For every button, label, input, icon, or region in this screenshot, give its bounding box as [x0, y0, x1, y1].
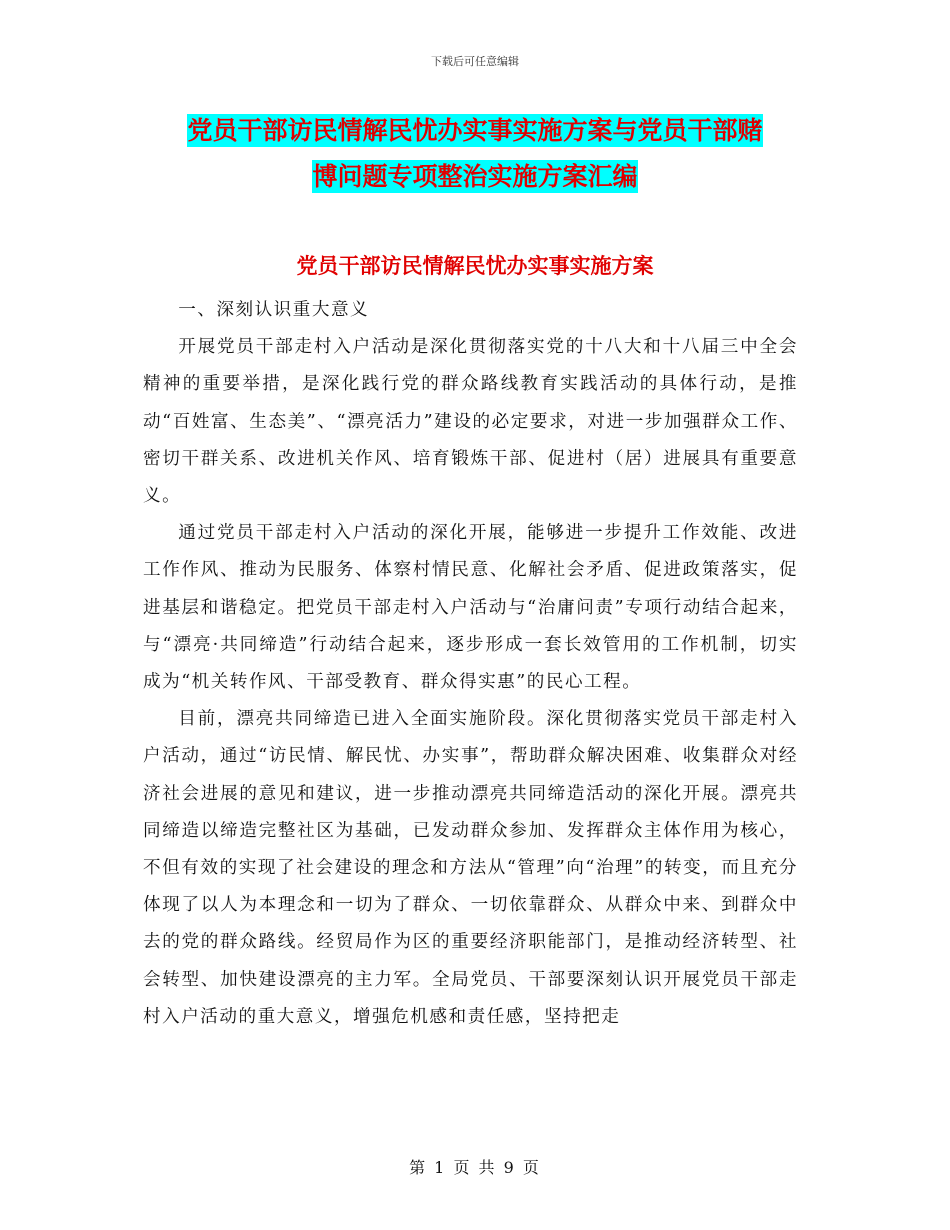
title-line-2: 博问题专项整治实施方案汇编: [312, 162, 638, 191]
paragraph: 目前，漂亮共同缔造已进入全面实施阶段。深化贯彻落实党员干部走村入户活动，通过“访民情、解民忧、办实事”，帮助群众解决困难、收集群众对经济社会进展的意见和建议，进一步推动漂亮共同缔造活动的深化开展。漂亮共同缔造以缔造完整社区为基础，已发动群众参加、发挥群众主体作用为核心，不但有效的实现了社会建设的理念和方法从“管理”向“治理”的转变，而且充分体现了以人为本理念和一切为了群众、一切依靠群众、从群众中来、到群众中去的党的群众路线。经贸局作为区的重要经济职能部门，是推动经济转型、社会转型、加快建设漂亮的主力军。全局党员、干部要深刻认识开展党员干部走村入户活动的重大意义，增强危机感和责任感，坚持把走: [143, 709, 798, 1027]
document-title: [0, 108, 950, 200]
paragraph: 开展党员干部走村入户活动是深化贯彻落实党的十八大和十八届三中全会精神的重要举措，是深化践行党的群众路线教育实践活动的具体行动，是推动“百姓富、生态美”、“漂亮活力”建设的必定要求，对进一步加强群众工作、密切干群关系、改进机关作风、培育锻炼干部、促进村（居）进展具有重要意义。: [143, 337, 798, 507]
title-line-1: 党员干部访民情解民忧办实事实施方案与党员干部赌: [187, 116, 763, 145]
page-footer: 第 1 页 共 9 页: [409, 1158, 541, 1177]
section-title: 党员干部访民情解民忧办实事实施方案: [296, 253, 654, 278]
section-heading: 一、深刻认识重大意义: [178, 300, 370, 320]
document-body: [143, 292, 798, 1036]
header-note: 下载后可任意编辑: [431, 55, 519, 68]
paragraph: 通过党员干部走村入户活动的深化开展，能够进一步提升工作效能、改进工作作风、推动为民服务、体察村情民意、化解社会矛盾、促进政策落实，促进基层和谐稳定。把党员干部走村入户活动与“治庸问责”专项行动结合起来，与“漂亮·共同缔造”行动结合起来，逐步形成一套长效管用的工作机制，切实成为“机关转作风、干部受教育、群众得实惠”的民心工程。: [143, 523, 798, 693]
